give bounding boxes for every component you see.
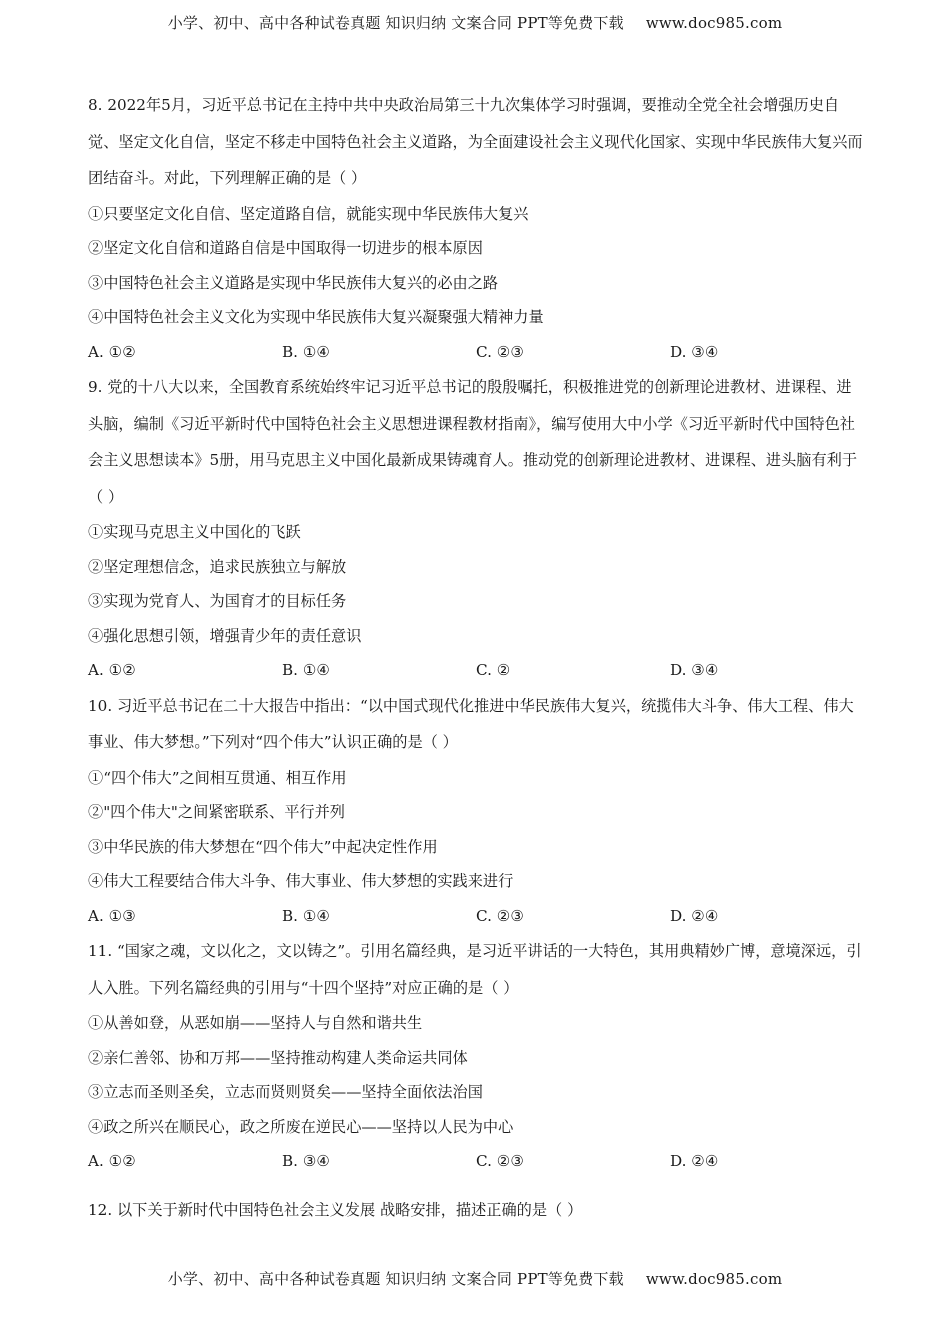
statement-option: ②亲仁善邻、协和万邦——坚持推动构建人类命运共同体 [88, 1048, 468, 1067]
statement-option: ④伟大工程要结合伟大斗争、伟大事业、伟大梦想的实践来进行 [88, 872, 514, 890]
choice-b: B. ①④ [282, 342, 331, 361]
choice-b: B. ③④ [282, 1152, 331, 1170]
statement-option: ③中国特色社会主义道路是实现中华民族伟大复兴的必由之路 [88, 273, 499, 292]
choice-d: D. ②④ [670, 1152, 719, 1170]
choice-a: A. ①② [88, 342, 136, 361]
question-8 [88, 87, 863, 369]
answer-choices [88, 1144, 863, 1179]
choice-c: C. ②③ [476, 1152, 524, 1170]
choice-c: C. ②③ [476, 906, 524, 925]
choice-b: B. ①④ [282, 906, 331, 925]
choice-d: D. ③④ [670, 342, 719, 361]
question-stem: 8. 2022年5月，习近平总书记在主持中共中央政治局第三十九次集体学习时强调，要推动全党全社会增强历史自觉、坚定文化自信，坚定不移走中国特色社会主义道路，为全面建设社会主义现代化国家、实现中华民族伟大复兴而团结奋斗。对此，下列理解正确的是（ ） [88, 96, 863, 187]
page-header [0, 12, 950, 33]
choice-d: D. ②④ [670, 906, 719, 925]
question-stem: 9. 党的十八大以来，全国教育系统始终牢记习近平总书记的殷殷嘱托，积极推进党的创新理论进教材、进课程、进头脑，编制《习近平新时代中国特色社会主义思想进课程教材指南》，编写使用大中小学《习近平新时代中国特色社会主义思想读本》5册，用马克思主义中国化最新成果铸魂育人。推动党的创新理论进教材、进课程、进头脑有利于（ ） [88, 378, 858, 506]
statement-option: ④政之所兴在顺民心，政之所废在逆民心——坚持以人民为中心 [88, 1117, 514, 1136]
statement-option: ④强化思想引领，增强青少年的责任意识 [88, 626, 362, 645]
statement-option: ③立志而圣则圣矣，立志而贤则贤矣——坚持全面依法治国 [88, 1083, 483, 1101]
question-12-stem: 12. 以下关于新时代中国特色社会主义发展 战略安排，描述正确的是（ ） [88, 1201, 583, 1219]
header-site-link[interactable]: www.doc985.com [645, 14, 783, 32]
choice-c: C. ② [476, 661, 511, 679]
choice-a: A. ①② [88, 1152, 136, 1170]
question-9 [88, 369, 863, 688]
choice-b: B. ①④ [282, 661, 331, 679]
question-stem: 11. “国家之魂，文以化之，文以铸之”。引用名篇经典，是习近平讲话的一大特色，其用典精妙广博，意境深远，引人入胜。下列名篇经典的引用与“十四个坚持”对应正确的是（ ） [88, 942, 862, 997]
footer-site-link[interactable]: www.doc985.com [645, 1270, 783, 1288]
statement-option: ①从善如登，从恶如崩——坚持人与自然和谐共生 [88, 1014, 423, 1032]
answer-choices [88, 653, 863, 688]
statement-option: ②"四个伟大"之间紧密联系、平行并列 [88, 803, 345, 821]
choice-a: A. ①② [88, 661, 136, 679]
footer-text: 小学、初中、高中各种试卷真题 知识归纳 文案合同 PPT等免费下载 [167, 1270, 624, 1288]
choice-c: C. ②③ [476, 342, 524, 361]
statement-option: ④中国特色社会主义文化为实现中华民族伟大复兴凝聚强大精神力量 [88, 308, 544, 326]
statement-option: ②坚定文化自信和道路自信是中国取得一切进步的根本原因 [88, 239, 483, 257]
statement-option: ①实现马克思主义中国化的飞跃 [88, 523, 301, 541]
statement-option: ③中华民族的伟大梦想在“四个伟大”中起决定性作用 [88, 837, 438, 856]
statement-option: ①“四个伟大”之间相互贯通、相互作用 [88, 768, 347, 787]
statement-option: ②坚定理想信念，追求民族独立与解放 [88, 557, 347, 576]
statement-option: ①只要坚定文化自信、坚定道路自信，就能实现中华民族伟大复兴 [88, 204, 529, 223]
answer-choices [88, 335, 863, 370]
question-10 [88, 688, 863, 934]
header-text: 小学、初中、高中各种试卷真题 知识归纳 文案合同 PPT等免费下载 [167, 14, 624, 32]
page-footer [0, 1268, 950, 1289]
question-11 [88, 933, 863, 1179]
question-stem: 10. 习近平总书记在二十大报告中指出：“以中国式现代化推进中华民族伟大复兴，统揽伟大斗争、伟大工程、伟大事业、伟大梦想。”下列对“四个伟大”认识正确的是（ ） [88, 696, 854, 751]
choice-d: D. ③④ [670, 661, 719, 679]
exam-content [88, 87, 863, 1219]
statement-option: ③实现为党育人、为国育才的目标任务 [88, 592, 347, 610]
answer-choices [88, 899, 863, 934]
choice-a: A. ①③ [88, 906, 136, 925]
